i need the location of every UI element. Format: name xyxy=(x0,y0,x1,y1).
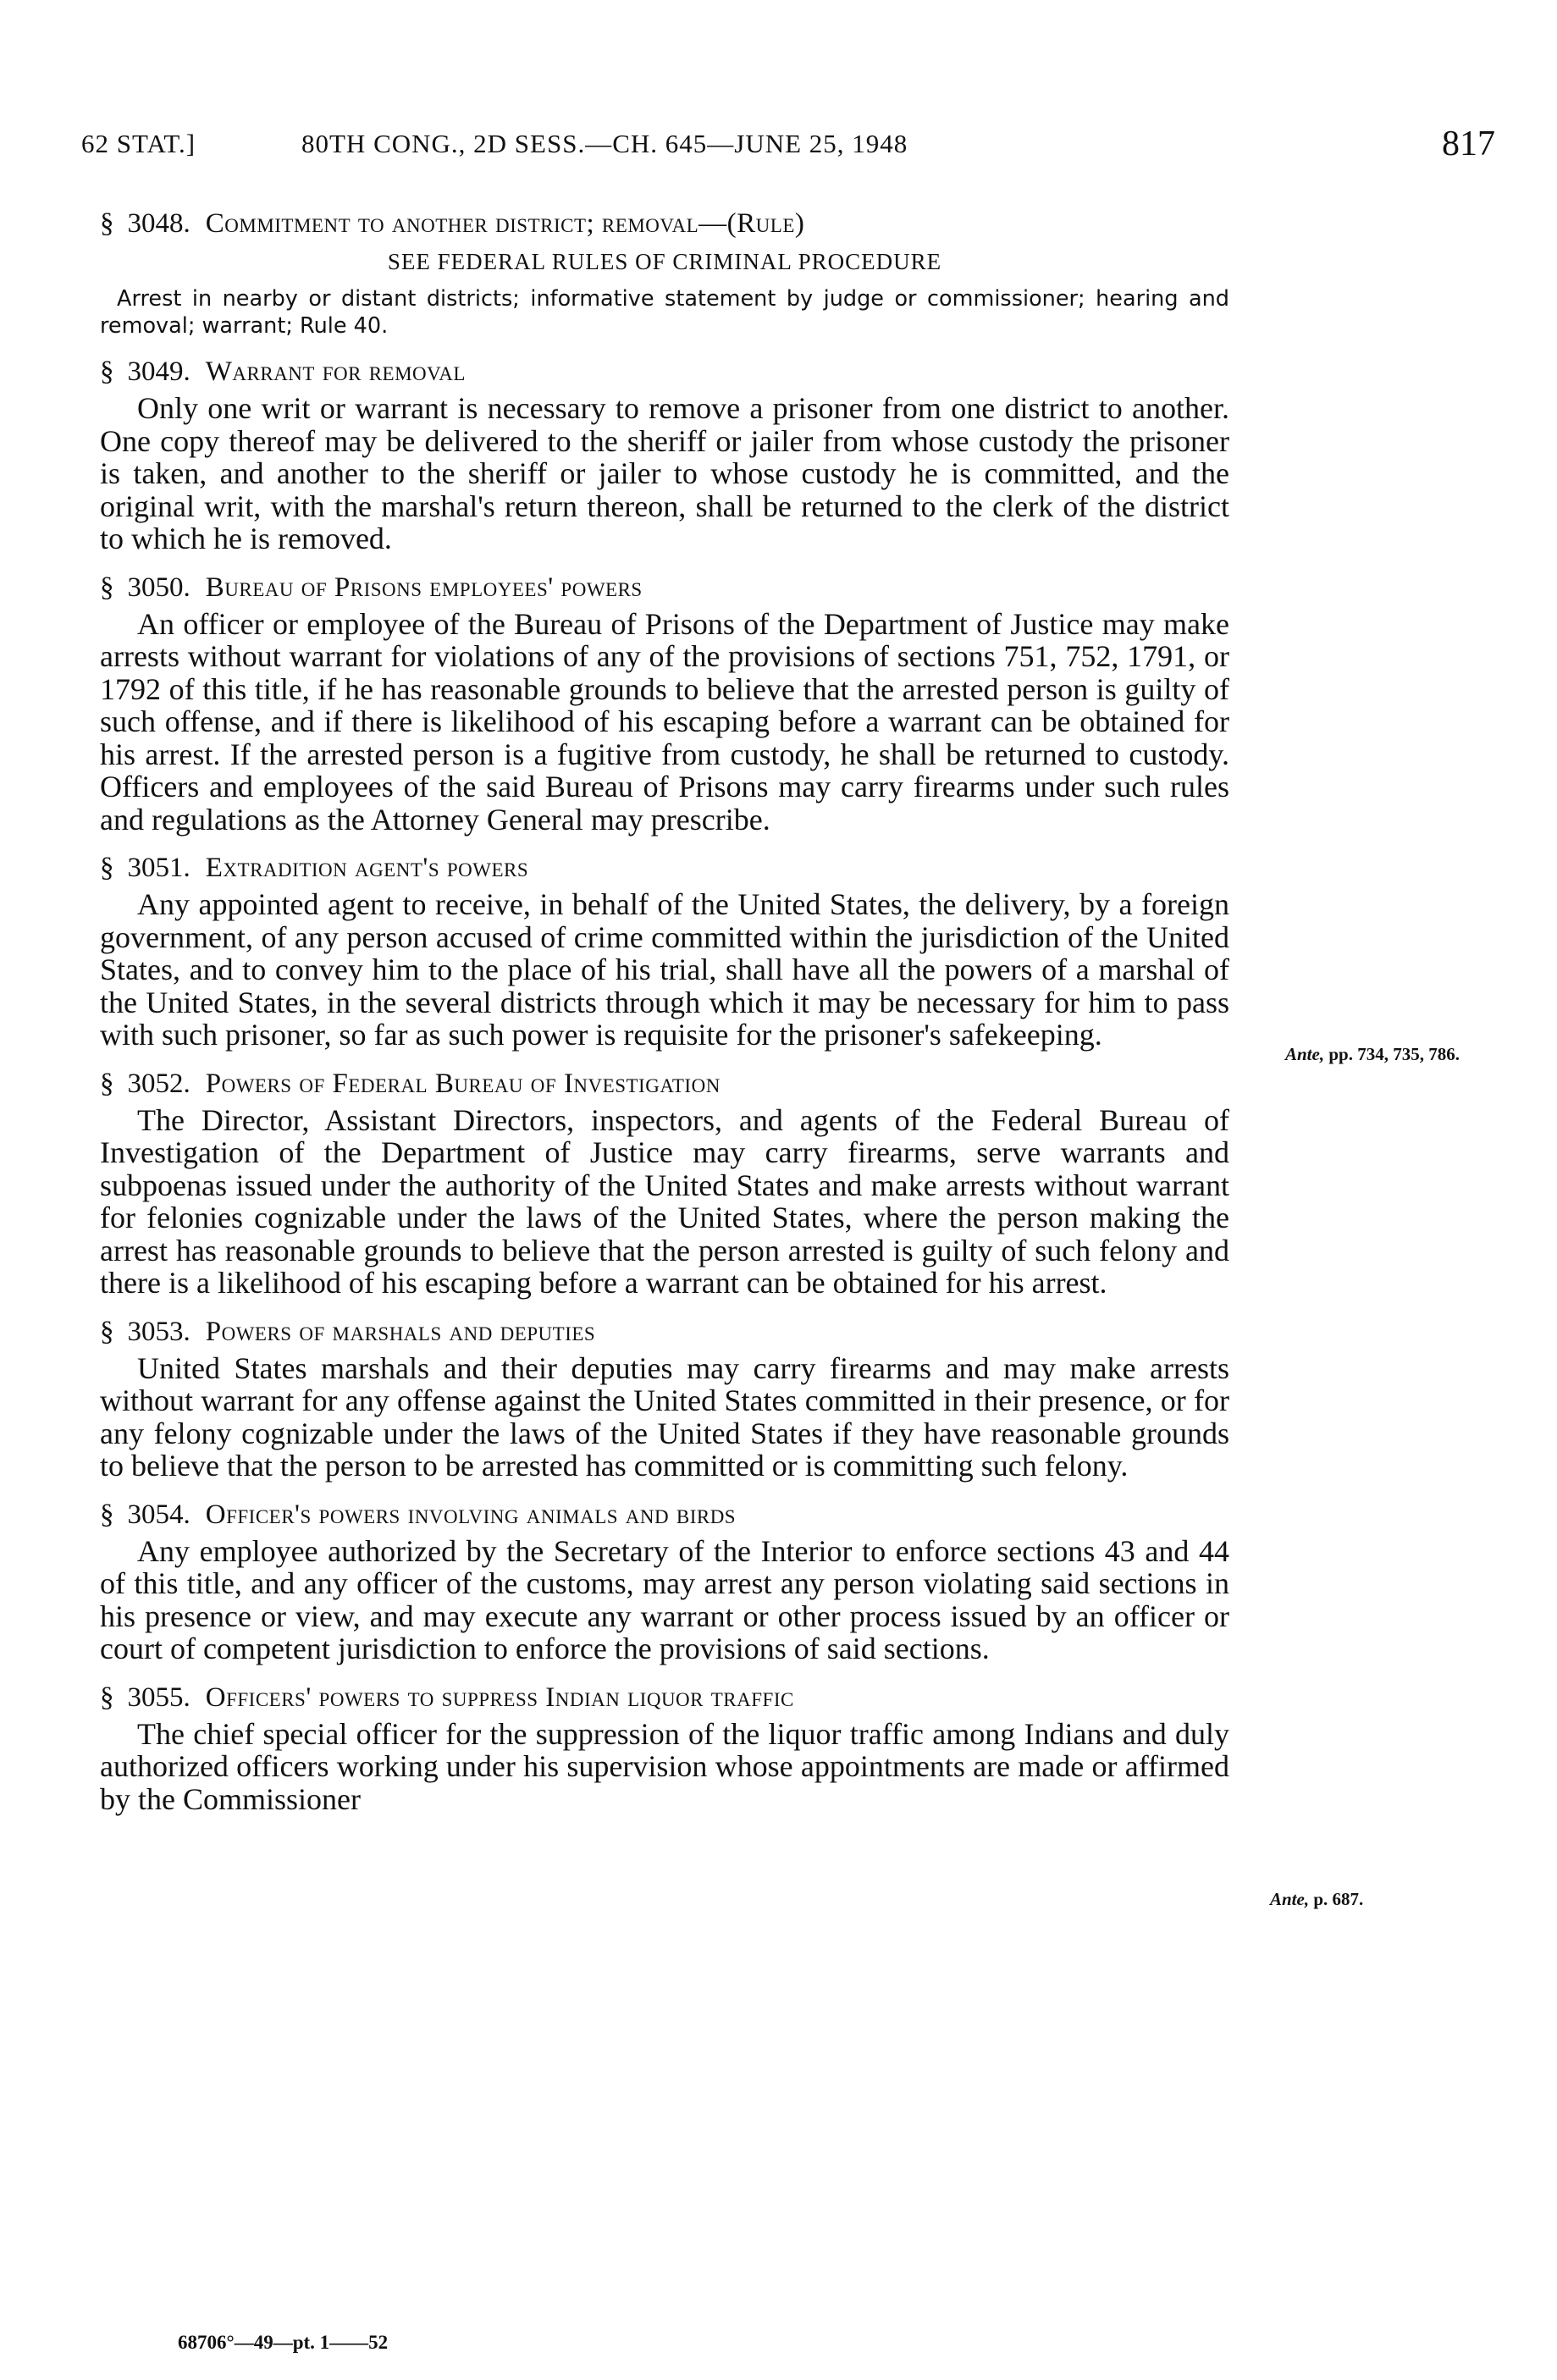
section-number: 3052. xyxy=(127,1068,190,1099)
margin-note-ref: p. 687. xyxy=(1313,1889,1364,1909)
section-text: United States marshals and their deputies may carry firearms and may make arrests without warrant for any offense against the United States committed in their presence, or for any felony cognizable under the laws of the United States if they have reasonable grounds to believe that the person to be arrested has committed or is committing such felony. xyxy=(100,1350,1229,1483)
section-symbol: § xyxy=(100,1499,114,1530)
section-symbol: § xyxy=(100,1068,114,1099)
section-heading xyxy=(100,353,1229,390)
section-heading xyxy=(100,569,1229,606)
margin-note-ante-2 xyxy=(1270,1888,1439,1910)
rule-description: Arrest in nearby or distant districts; informative statement by judge or commissioner; hearing and removal; warrant; Rule 40. xyxy=(100,286,1229,339)
section-symbol: § xyxy=(100,1681,114,1713)
running-head xyxy=(81,124,1495,174)
section-3052 xyxy=(100,1065,1229,1300)
margin-note-ref: pp. 734, 735, 786. xyxy=(1328,1044,1460,1064)
section-number: 3048. xyxy=(127,208,190,239)
page-number: 817 xyxy=(1442,124,1495,163)
section-heading xyxy=(100,849,1229,886)
section-text: Any employee authorized by the Secretary of the Interior to enforce sections 43 and 44 of this title, and any officer of the customs, may arrest any person violating said sections in his presence or view, and may execute any warrant or other process issued by an officer or court of competent jurisdiction to enforce the provisions of said sections. xyxy=(100,1533,1229,1665)
section-3055 xyxy=(100,1679,1229,1816)
volume-reference: 62 STAT.] xyxy=(81,129,196,158)
section-heading xyxy=(100,1679,1229,1716)
section-3053 xyxy=(100,1313,1229,1483)
margin-note-ante-1 xyxy=(1285,1043,1497,1065)
section-3050 xyxy=(100,569,1229,837)
section-heading xyxy=(100,1065,1229,1102)
section-number: 3054. xyxy=(127,1499,190,1530)
section-number: 3051. xyxy=(127,853,190,883)
section-3048 xyxy=(100,205,1229,340)
section-3049 xyxy=(100,353,1229,555)
section-heading xyxy=(100,1496,1229,1533)
section-number: 3049. xyxy=(127,356,190,387)
session-chapter-date: 80TH CONG., 2D SESS.—CH. 645—JUNE 25, 1948 xyxy=(301,129,908,158)
section-number: 3050. xyxy=(127,572,190,603)
section-title: Officer's powers involving animals and birds xyxy=(205,1499,737,1530)
section-title: Powers of Federal Bureau of Investigation xyxy=(205,1068,721,1099)
section-number: 3053. xyxy=(127,1316,190,1347)
section-heading xyxy=(100,205,1229,242)
section-number: 3055. xyxy=(127,1681,190,1713)
section-text: The chief special officer for the suppression of the liquor traffic among Indians and duly authorized officers working under his supervision whose appointments are made or affirmed by the Commissioner xyxy=(100,1716,1229,1816)
print-code: 68706°—49—pt. 1——52 xyxy=(178,2332,389,2353)
section-symbol: § xyxy=(100,572,114,603)
section-text: The Director, Assistant Directors, inspectors, and agents of the Federal Bureau of Investigation of the Department of Justice may carry firearms, serve warrants and subpoenas issued under the authority of the United States and make arrests without warrant for felonies cognizable under the laws of the United States, where the person making the arrest has reasonable grounds to believe that the person arrested is guilty of such felony and there is a likelihood of his escaping before a warrant can be obtained for his arrest. xyxy=(100,1102,1229,1300)
section-symbol: § xyxy=(100,356,114,387)
section-title: Bureau of Prisons employees' powers xyxy=(205,572,643,603)
section-text: Any appointed agent to receive, in behalf of the United States, the delivery, by a foreign government, of any person accused of crime committed within the jurisdiction of the United States, and to convey him to the place of his trial, shall have all the powers of a marshal of the United States, in the several districts through which it may be necessary for him to pass with such prisoner, so far as such power is requisite for the prisoner's safekeeping. xyxy=(100,887,1229,1052)
statute-body xyxy=(100,205,1229,1829)
section-heading xyxy=(100,1313,1229,1350)
section-symbol: § xyxy=(100,1316,114,1347)
section-symbol: § xyxy=(100,208,114,239)
section-title: Warrant for removal xyxy=(205,356,466,387)
section-text: Only one writ or warrant is necessary to remove a prisoner from one district to another. One copy thereof may be delivered to the sheriff or jailer from whose custody the prisoner is taken, and another to the sheriff or jailer to whose custody he is committed, and the original writ, with the marshal's return thereon, shall be returned to the clerk of the district to which he is removed. xyxy=(100,391,1229,555)
section-title: Officers' powers to suppress Indian liquor traffic xyxy=(205,1681,794,1713)
margin-note-ante: Ante, xyxy=(1270,1889,1310,1909)
section-symbol: § xyxy=(100,853,114,883)
section-3051 xyxy=(100,849,1229,1052)
section-text: An officer or employee of the Bureau of Prisons of the Department of Justice may make arrests without warrant for violations of any of the provisions of sections 751, 752, 1791, or 1792 of this title, if he has reasonable grounds to believe that the arrested person is guilty of such offense, and if there is likelihood of his escaping before a warrant can be obtained for his arrest. If the arrested person is a fugitive from custody, he shall be returned to custody. Officers and employees of the said Bureau of Prisons may carry firearms under such rules and regulations as the Attorney General may prescribe. xyxy=(100,606,1229,837)
margin-note-ante: Ante, xyxy=(1285,1044,1325,1064)
section-title: Powers of marshals and deputies xyxy=(205,1316,596,1347)
section-3054 xyxy=(100,1496,1229,1665)
section-title: Extradition agent's powers xyxy=(205,853,529,883)
rule-reference: SEE FEDERAL RULES OF CRIMINAL PROCEDURE xyxy=(387,249,942,274)
section-title: Commitment to another district; removal—(Rule) xyxy=(205,208,805,239)
